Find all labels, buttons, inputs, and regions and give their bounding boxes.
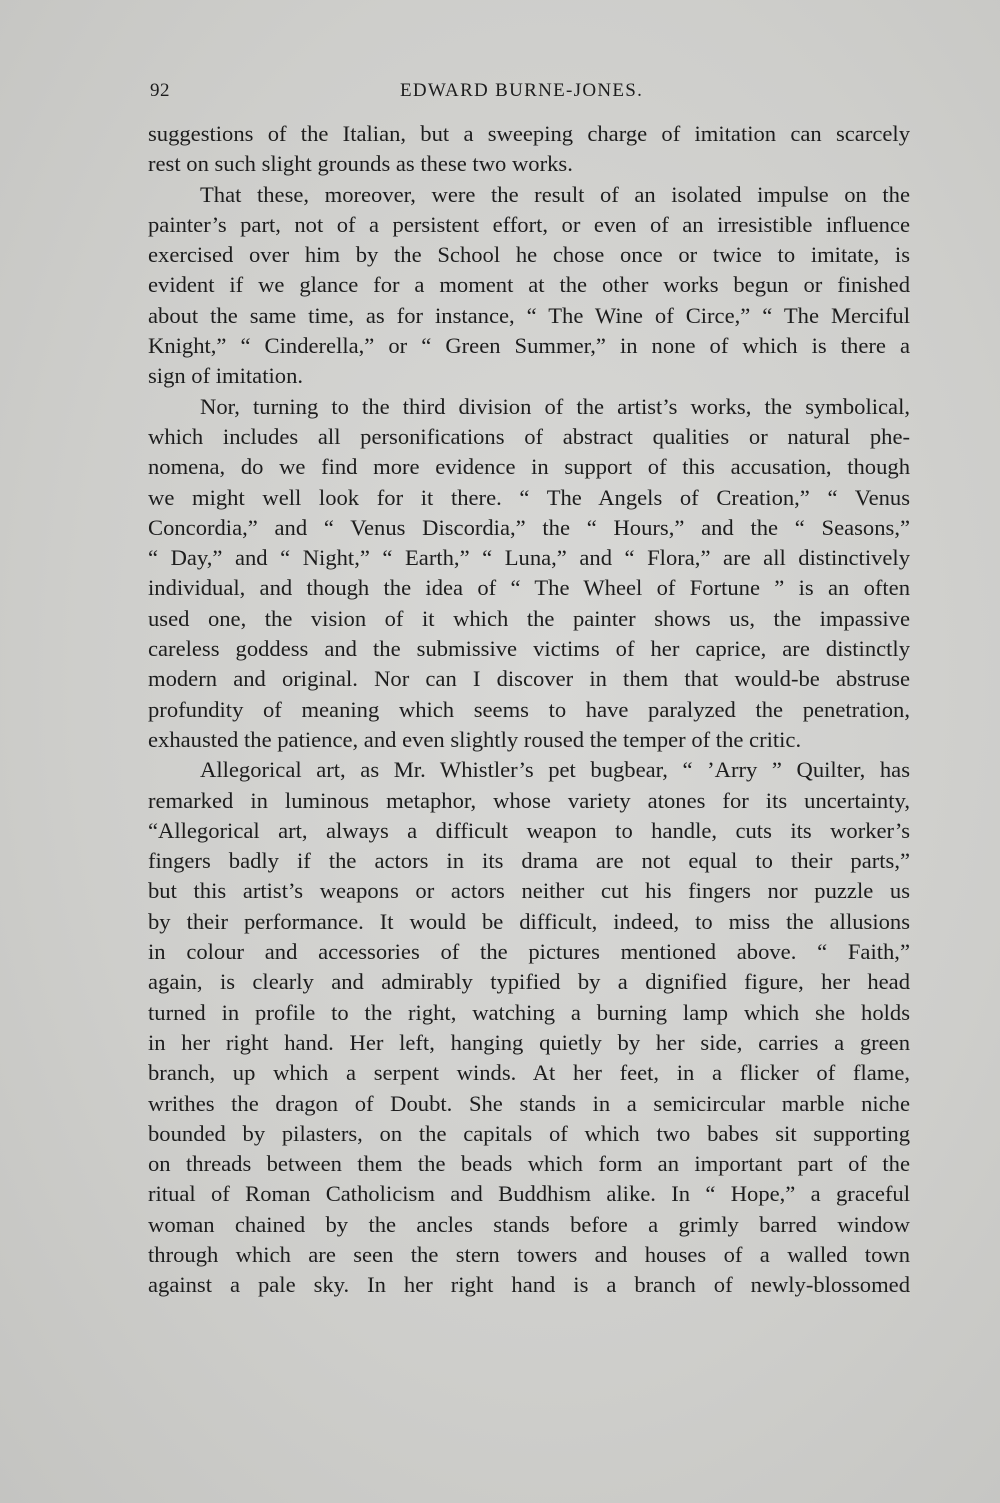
- text-line: turned in profile to the right, watching a burning lamp which she holds: [148, 999, 910, 1025]
- text-line: nomena, do we find more evidence in support of this accusation, though: [148, 454, 910, 480]
- text-line: careless goddess and the submissive victims of her caprice, are distinctly: [148, 636, 910, 662]
- text-line: through which are seen the stern towers and houses of a walled town: [148, 1241, 910, 1267]
- text-line: by their performance. It would be difficult, indeed, to miss the allusions: [148, 908, 910, 934]
- text-line: on threads between them the beads which form an important part of the: [148, 1151, 910, 1177]
- text-line: “Allegorical art, always a difficult weapon to handle, cuts its worker’s: [148, 817, 910, 843]
- text-line: writhes the dragon of Doubt. She stands in a semicircular marble niche: [148, 1090, 910, 1116]
- text-line: which includes all personifications of abstract qualities or natural phe-: [148, 423, 910, 449]
- text-line: rest on such slight grounds as these two works.: [148, 151, 573, 177]
- text-line: painter’s part, not of a persistent effort, or even of an irresistible influence: [148, 211, 910, 237]
- text-line: That these, moreover, were the result of an isolated impulse on the: [200, 181, 910, 207]
- text-line: fingers badly if the actors in its drama are not equal to their parts,”: [148, 848, 910, 874]
- text-line: in colour and accessories of the pictures mentioned above. “ Faith,”: [148, 939, 910, 965]
- text-line: branch, up which a serpent winds. At her feet, in a flicker of flame,: [148, 1060, 910, 1086]
- text-line: remarked in luminous metaphor, whose variety atones for its uncertainty,: [148, 787, 910, 813]
- text-line: profundity of meaning which seems to have paralyzed the penetration,: [148, 696, 910, 722]
- text-line: bounded by pilasters, on the capitals of which two babes sit supporting: [148, 1120, 910, 1146]
- text-line: sign of imitation.: [148, 363, 304, 389]
- text-line: exhausted the patience, and even slightly roused the temper of the critic.: [148, 726, 802, 752]
- text-line: exercised over him by the School he chose once or twice to imitate, is: [148, 242, 910, 268]
- text-line: ritual of Roman Catholicism and Buddhism alike. In “ Hope,” a graceful: [148, 1181, 910, 1207]
- text-line: in her right hand. Her left, hanging quietly by her side, carries a green: [148, 1029, 910, 1055]
- text-line: woman chained by the ancles stands before a grimly barred window: [148, 1211, 910, 1237]
- text-line: “ Day,” and “ Night,” “ Earth,” “ Luna,” and “ Flora,” are all distinctively: [148, 545, 910, 571]
- text-line: modern and original. Nor can I discover in them that would-be abstruse: [148, 666, 910, 692]
- text-line: against a pale sky. In her right hand is a branch of newly-blossomed: [148, 1272, 910, 1298]
- text-line: evident if we glance for a moment at the other works begun or finished: [148, 272, 910, 298]
- text-line: but this artist’s weapons or actors neither cut his fingers nor puzzle us: [148, 878, 910, 904]
- text-line: Knight,” “ Cinderella,” or “ Green Summer,” in none of which is there a: [148, 333, 910, 359]
- text-line: Concordia,” and “ Venus Discordia,” the “ Hours,” and the “ Seasons,”: [148, 514, 910, 540]
- text-line: suggestions of the Italian, but a sweeping charge of imitation can scarcely: [148, 121, 910, 146]
- text-line: we might well look for it there. “ The Angels of Creation,” “ Venus: [148, 484, 910, 510]
- text-line: about the same time, as for instance, “ The Wine of Circe,” “ The Merciful: [148, 302, 910, 328]
- text-line: used one, the vision of it which the painter shows us, the impassive: [148, 605, 910, 631]
- page-number: 92: [150, 80, 170, 101]
- text-line: Nor, turning to the third division of the artist’s works, the symbolical,: [200, 393, 910, 419]
- text-line: again, is clearly and admirably typified by a dignified figure, her head: [148, 969, 910, 995]
- text-line: individual, and though the idea of “ The Wheel of Fortune ” is an often: [148, 575, 910, 601]
- running-head: EDWARD BURNE-JONES.: [400, 80, 644, 101]
- body-text: [148, 119, 910, 1301]
- text-line: Allegorical art, as Mr. Whistler’s pet bugbear, “ ’Arry ” Quilter, has: [200, 757, 910, 783]
